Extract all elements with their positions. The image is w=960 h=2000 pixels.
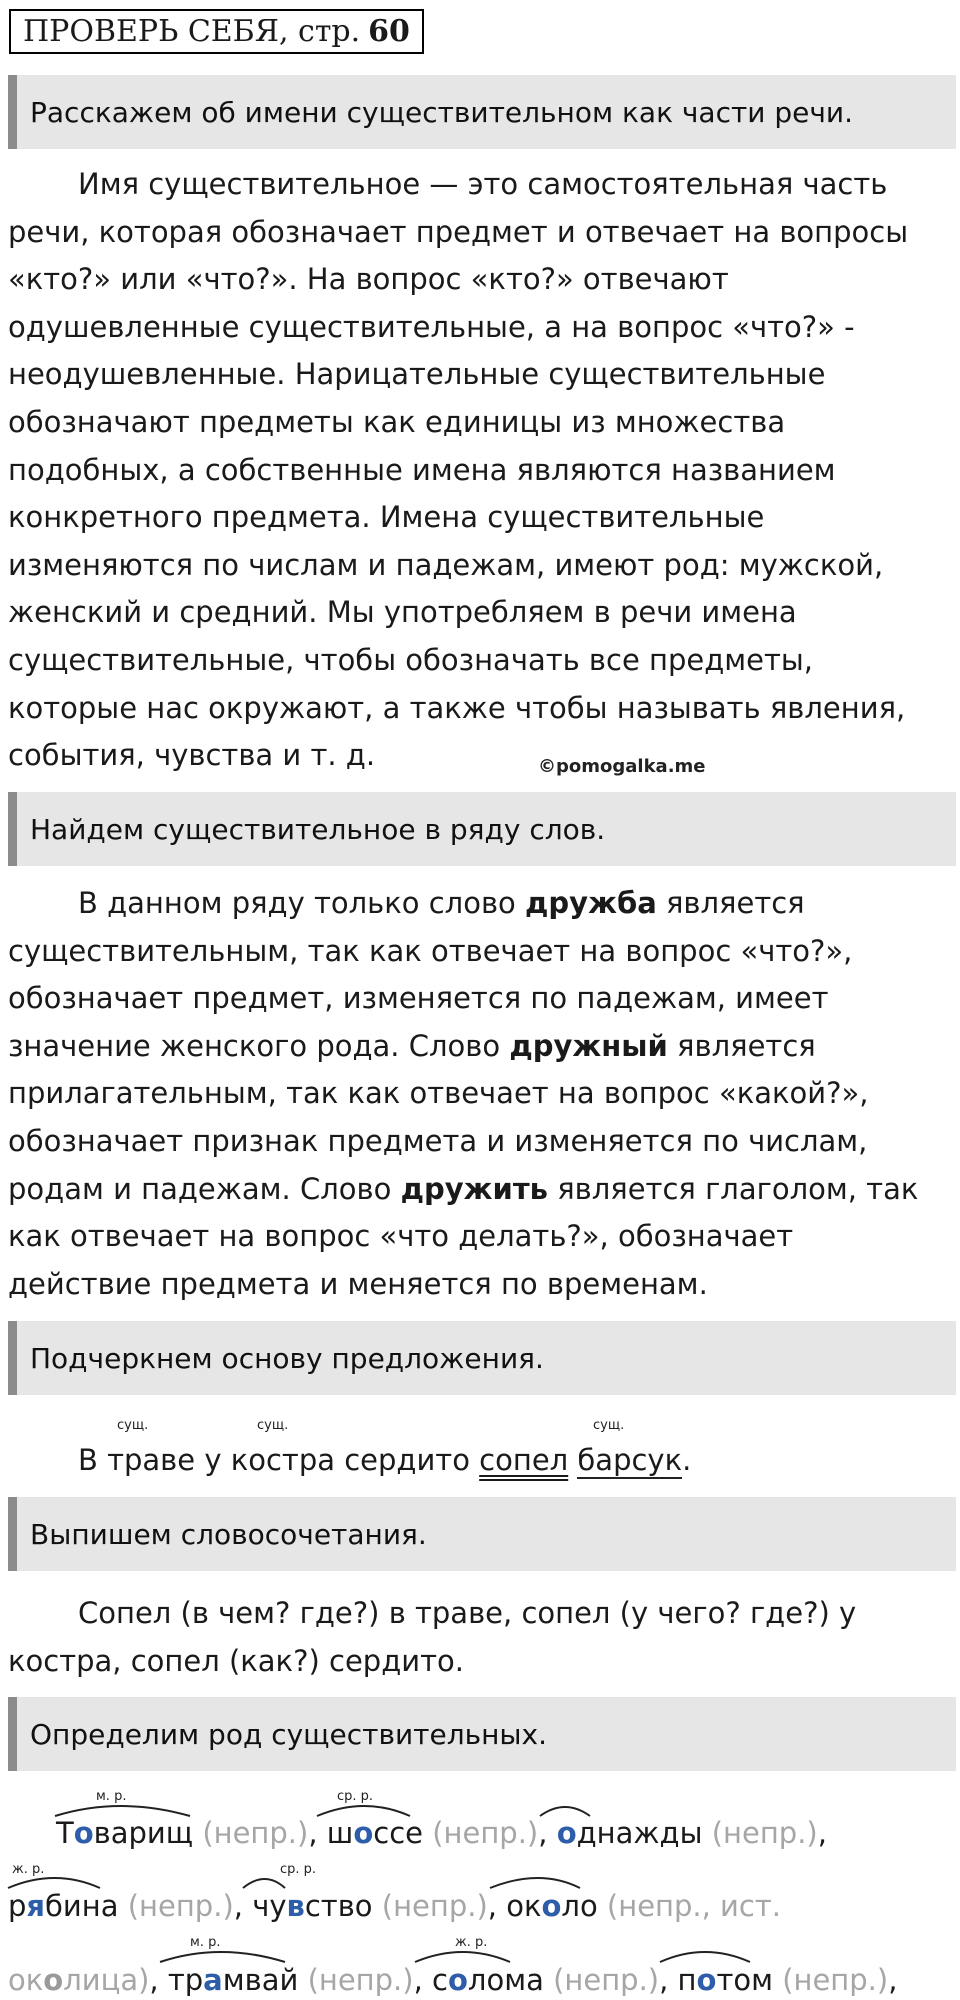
word-okolitsa: околица) [8, 1963, 150, 1997]
header-title: ПРОВЕРЬ СЕБЯ, стр. [23, 14, 361, 49]
section-heading-find-noun: Найдем существительное в ряду слов. [8, 792, 956, 866]
root-arc [540, 1807, 590, 1816]
gender-row-1: Товарищ (непр.), шоссе (непр.), однажды (непр.), [56, 1816, 827, 1850]
gender-label: ср. р. [280, 1862, 317, 1877]
word-tramvay: трамвай [167, 1963, 299, 1997]
gender-label: ж. р. [12, 1862, 45, 1877]
pos-label: сущ. [593, 1418, 625, 1433]
paragraph-phrases: Сопел (в чем? где?) в траве, сопел (у чего? где?) у костра, сопел (как?) сердито. [8, 1596, 857, 1678]
page-header [9, 9, 424, 54]
word-shosse: шоссе [326, 1816, 423, 1850]
root-arc [317, 1806, 410, 1816]
paragraph-noun-definition: Имя существительное — это самостоятельная часть речи, которая обозначает предмет и отвечает на вопросы «кто?» или «что?». На вопрос «кто?» отвечают одушевленные существительные, а на вопрос «что?» - неодушевленные. Нарицательные существительные обозначают предметы как единицы из множества подобных, а собственные имена являются названием конкретного предмета. Имена существительные изменяются по числам и падежам, имеют род: мужской, женский и средний. Мы употребляем в речи имена существительные, чтобы обозначать все предметы, которые нас окружают, а также чтобы называть явления, события, чувства и т. д. [8, 167, 909, 773]
gender-row-3: околица), трамвай (непр.), солома (непр.), потом (непр.), [8, 1963, 898, 1997]
word-druzhit: дружить [400, 1171, 548, 1206]
word-soloma: солома [432, 1963, 544, 1997]
word-okolo: около [506, 1889, 598, 1923]
gender-label: м. р. [190, 1935, 221, 1950]
root-arc [55, 1806, 190, 1816]
word-tovarishch: Товарищ [56, 1816, 194, 1850]
subject: барсук [577, 1443, 683, 1477]
root-arc [243, 1879, 285, 1888]
root-arc [660, 1952, 750, 1962]
word-odnazhdy: однажды [556, 1816, 703, 1850]
word-chuvstvo: чувство [252, 1889, 373, 1923]
gender-label: ср. р. [337, 1789, 374, 1804]
root-arc [160, 1952, 285, 1962]
root-arc [490, 1878, 580, 1888]
gender-label: м. р. [96, 1789, 127, 1804]
section-heading-noun: Расскажем об имени существительном как части речи. [8, 75, 956, 149]
section-heading-sentence-base: Подчеркнем основу предложения. [8, 1321, 956, 1395]
pos-label: сущ. [117, 1418, 149, 1433]
root-arc [415, 1952, 510, 1962]
pos-label: сущ. [257, 1418, 289, 1433]
word-druzhny: дружный [509, 1028, 668, 1063]
root-arc [8, 1878, 100, 1888]
word-druzhba: дружба [525, 886, 657, 920]
watermark: ©pomogalka.me [538, 756, 706, 777]
example-sentence: В траве у костра сердито сопел барсук. [78, 1443, 692, 1477]
section-heading-phrases: Выпишем словосочетания. [8, 1497, 956, 1571]
section-heading-gender: Определим род существительных. [8, 1697, 956, 1771]
word-potom: потом [677, 1963, 773, 1997]
predicate: сопел [479, 1443, 569, 1477]
gender-row-2: рябина (непр.), чувство (непр.), около (непр., ист. [8, 1889, 781, 1923]
gender-label: ж. р. [455, 1935, 488, 1950]
word-ryabina: рябина [8, 1889, 119, 1923]
paragraph-find-noun: В данном ряду только слово дружба является существительным, так как отвечает на вопрос «что?», обозначает предмет, изменяется по падежам, имеет значение женского рода. Слово дружный является прилагательным, так как отвечает на вопрос «какой?», обозначает признак предмета и изменяется по числам, родам и падежам. Слово дружить является глаголом, так как отвечает на вопрос «что делать?», обозначает действие предмета и меняется по временам. [8, 886, 919, 1301]
page-number: 60 [368, 14, 410, 49]
